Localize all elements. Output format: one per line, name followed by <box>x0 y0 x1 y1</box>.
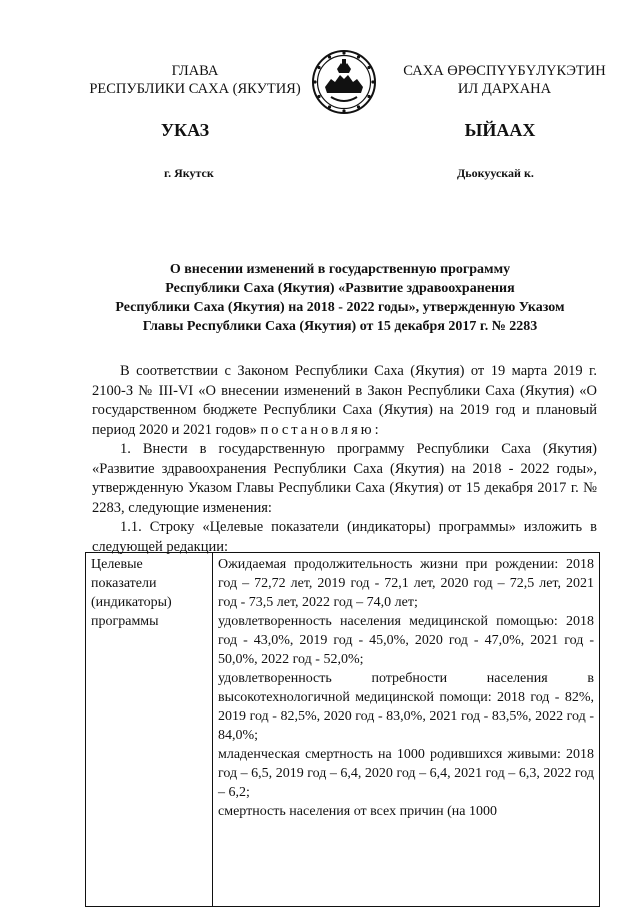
decree-type-russian: УКАЗ <box>160 120 210 140</box>
title-line3: Республики Саха (Якутия) на 2018 - 2022 годы», утвержденную Указом <box>115 300 565 315</box>
city-yakut: Дьокуускай к. <box>457 166 534 180</box>
preamble-text: В соответствии с Законом Республики Саха (Якутия) от 19 марта 2019 г. 2100-З № III-VI «О внесении изменений в Закон Республики Саха (Якутия) «О государственном бюджете Республики Саха (Якутия) на 2019 год и плановый период 2020 и 2021 годов» <box>92 363 597 438</box>
issuer-russian <box>80 62 310 98</box>
paragraph-item-1-1: 1.1. Строку «Целевые показатели (индикаторы) программы» изложить в следующей редакции: <box>92 519 597 555</box>
indicator-all-cause-mortality: смертность населения от всех причин (на 1000 <box>218 804 497 819</box>
table-label-cell: Целевые показатели (индикаторы) программы <box>86 553 213 907</box>
issuer-yakut <box>382 62 627 98</box>
indicator-life-expectancy: Ожидаемая продолжительность жизни при рождении: 2018 год – 72,72 лет, 2019 год - 72,1 лет, 2020 год – 72,5 лет, 2021 год - 73,5 лет, 2022 год – 74,0 лет; <box>218 557 594 610</box>
paragraph-item-1: 1. Внести в государственную программу Республики Саха (Якутия) «Развитие здравоохранения Республики Саха (Якутия) на 2018 - 2022 годы», утвержденную Указом Главы Республики Саха (Якутия) от 15 декабря 2017 г. № 2283, следующие изменения: <box>92 441 597 516</box>
title-line2: Республики Саха (Якутия) «Развитие здравоохранения <box>165 281 515 296</box>
document-title <box>90 260 590 336</box>
indicator-satisfaction-care: удовлетворенность населения медицинской помощью: 2018 год - 43,0%, 2019 год - 45,0%, 2020 год - 47,0%, 2021 год - 50,0%, 2022 год - 52,0%; <box>218 614 594 667</box>
title-line4: Главы Республики Саха (Якутия) от 15 декабря 2017 г. № 2283 <box>142 319 538 334</box>
document-body <box>92 362 597 557</box>
issuer-yakut-line2: ИЛ ДАРХАНА <box>457 81 552 97</box>
preamble-decree-word: постановляю: <box>260 421 382 438</box>
indicators-table <box>85 552 600 907</box>
title-line1: О внесении изменений в государственную программу <box>169 262 511 277</box>
indicator-infant-mortality: младенческая смертность на 1000 родившихся живыми: 2018 год – 6,5, 2019 год – 6,4, 2020 год – 6,4, 2021 год – 6,3, 2022 год – 6,2; <box>218 747 594 800</box>
table-values-cell <box>213 553 600 907</box>
paragraph-preamble <box>92 362 597 440</box>
issuer-russian-line1: ГЛАВА <box>171 63 219 79</box>
table-row <box>86 553 600 907</box>
city-russian: г. Якутск <box>164 166 214 180</box>
issuer-russian-line2: РЕСПУБЛИКИ САХА (ЯКУТИЯ) <box>89 81 301 97</box>
coat-of-arms-emblem <box>311 49 377 115</box>
decree-type-yakut: ЫЙААХ <box>464 120 536 140</box>
indicator-high-tech-care: удовлетворенность потребности населения в высокотехнологичной медицинской помощи: 2018 год - 82%, 2019 год - 82,5%, 2020 год - 83,0%, 2021 год - 83,5%, 2022 год - 84,0%; <box>218 671 594 743</box>
issuer-yakut-line1: САХА ӨРӨСПҮҮБҮЛҮКЭТИН <box>403 63 606 79</box>
